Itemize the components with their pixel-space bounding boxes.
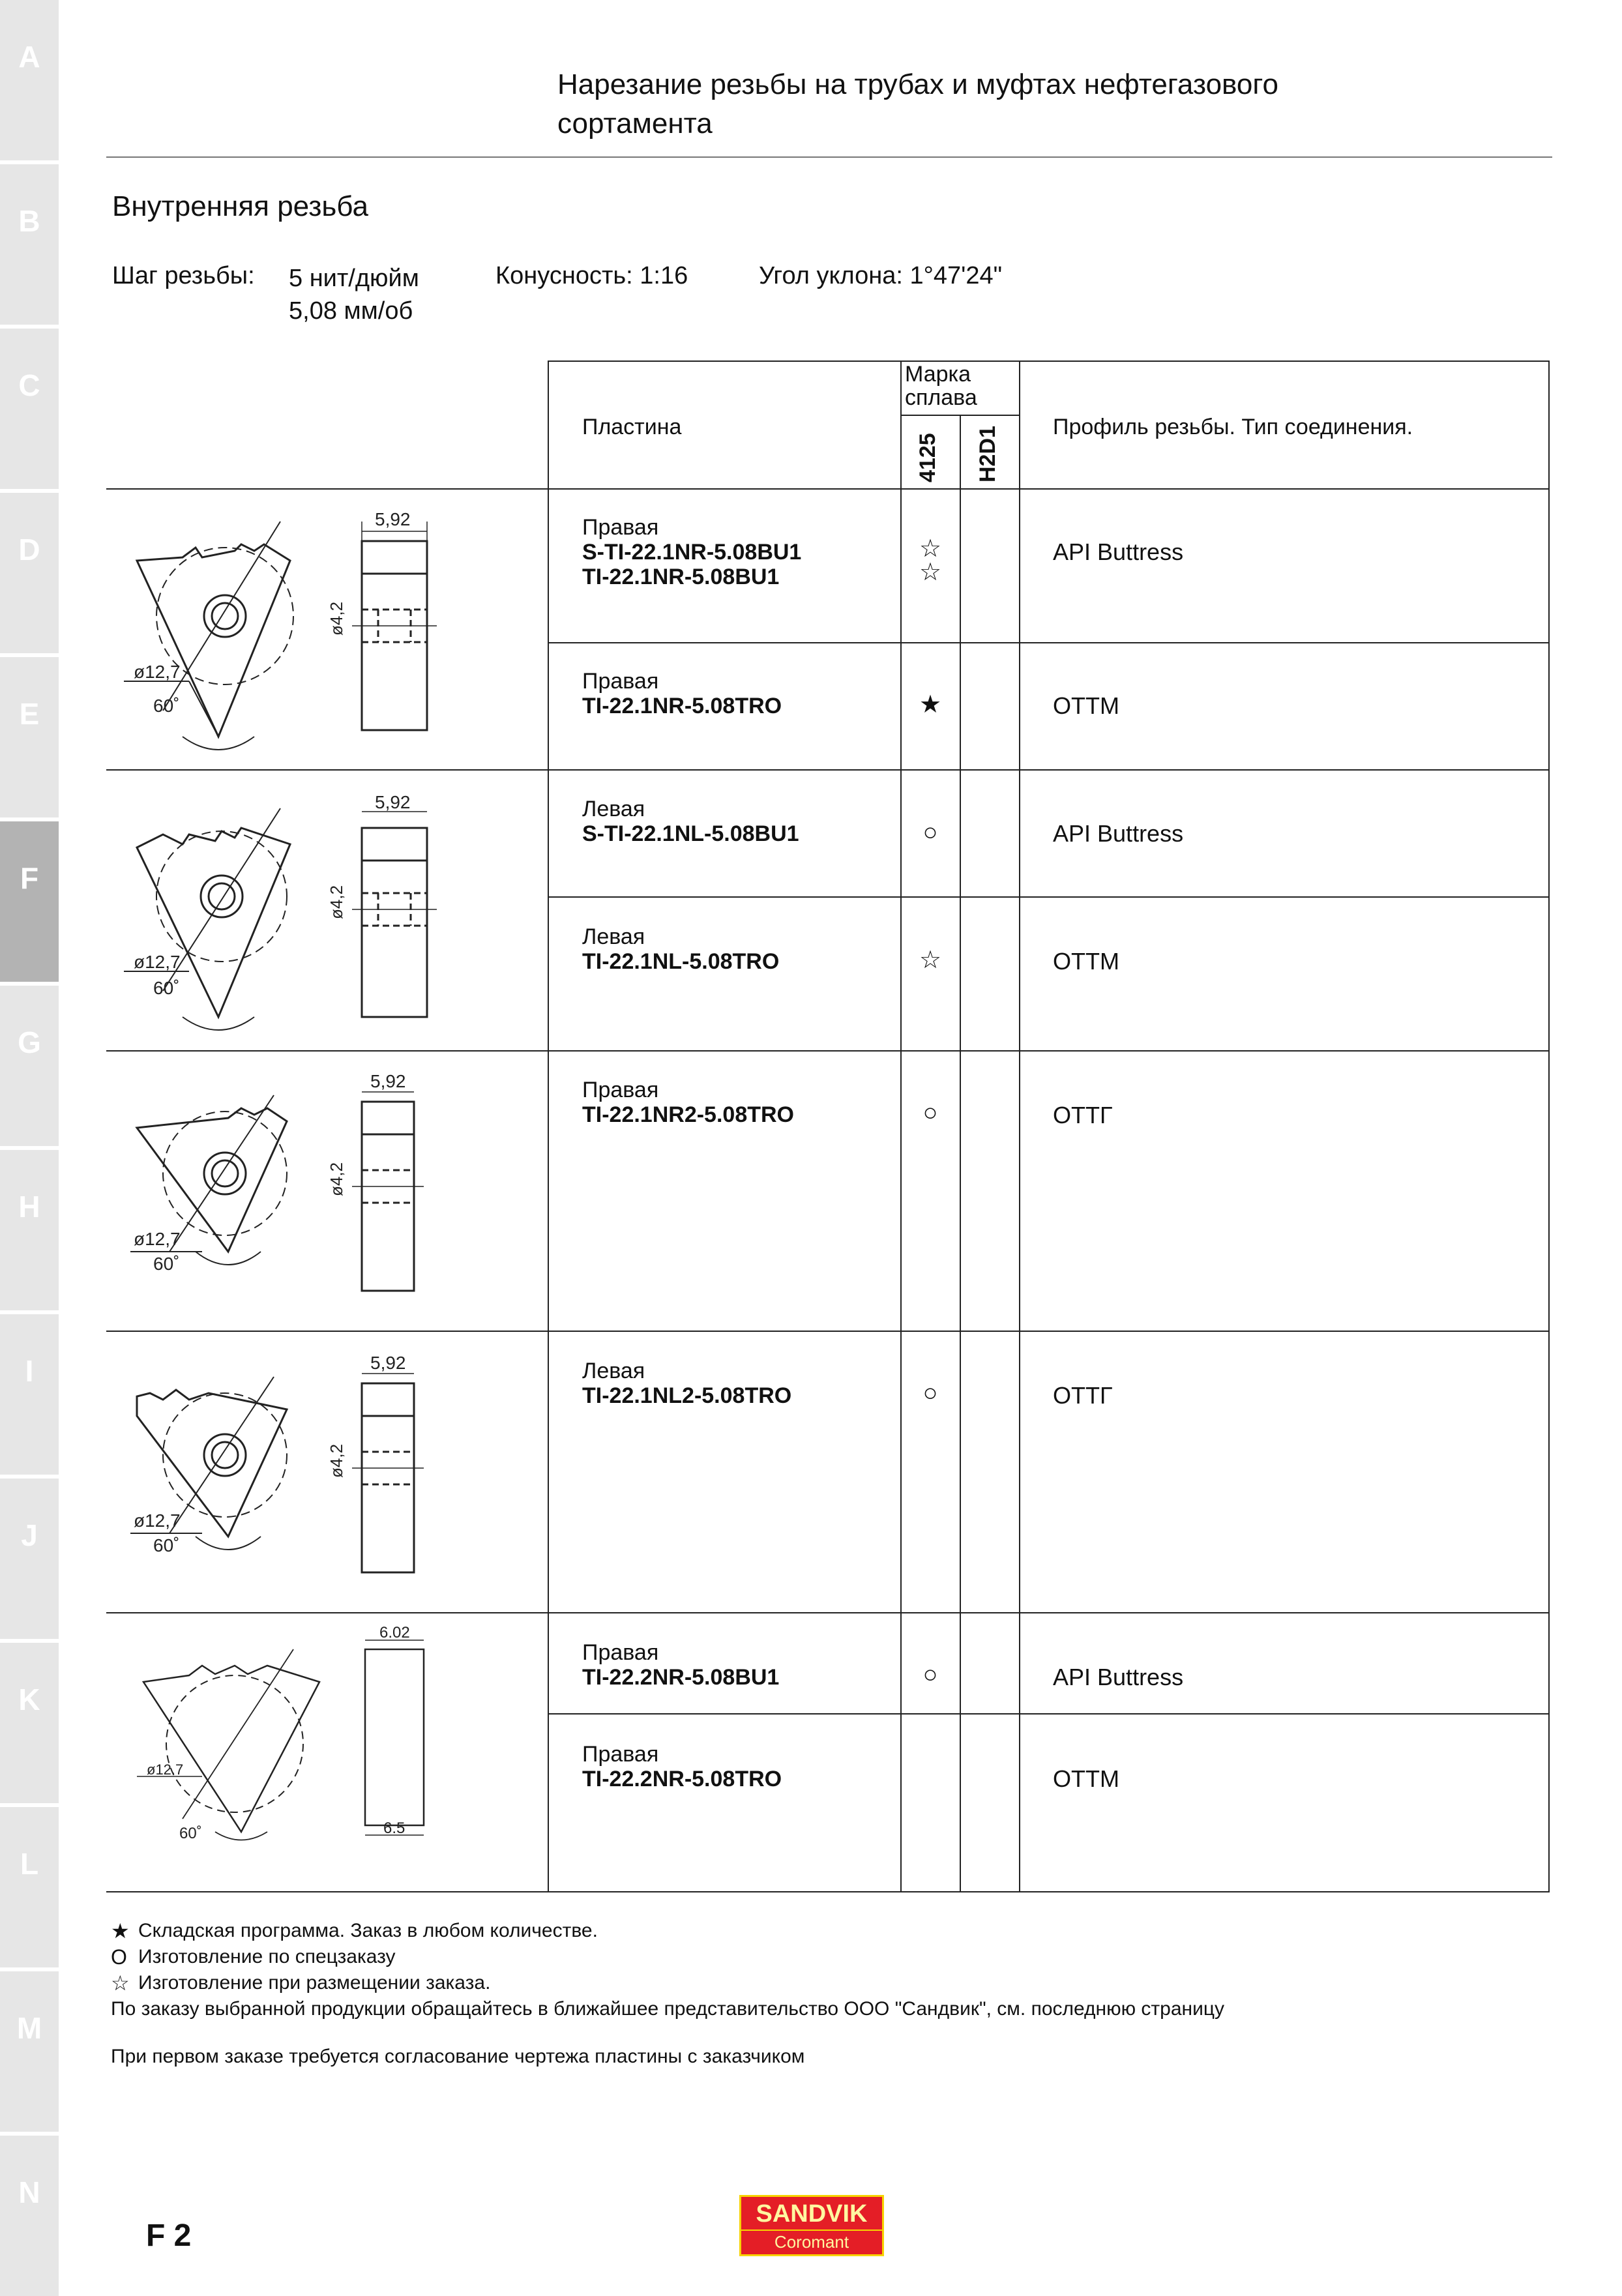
table-hline — [106, 769, 1550, 771]
side-tab-j[interactable]: J — [0, 1479, 59, 1639]
dim-hole-label: ø4,2 — [327, 601, 346, 636]
side-tab-h[interactable]: H — [0, 1150, 59, 1310]
grade-mark: ○ — [922, 1661, 938, 1688]
dim-dia-label: ø12,7 — [134, 1510, 181, 1531]
dim-dia-label: ø12,7 — [134, 952, 181, 972]
dim-width-label: 5,92 — [375, 509, 411, 529]
dim-dia-label: ø12,7 — [134, 662, 181, 682]
side-tab-l[interactable]: L — [0, 1807, 59, 1967]
table-vline — [1548, 361, 1550, 1892]
dim-angle-label: 60˚ — [153, 1535, 180, 1555]
grade-h2d1-header: H2D1 — [975, 426, 1000, 482]
star-filled-icon: ★ — [111, 1919, 130, 1943]
legend-row-stock: ★ Складская программа. Заказ в любом количестве. — [111, 1919, 598, 1943]
dim-width-label: 6.02 — [379, 1624, 410, 1641]
dim-hole-label: ø4,2 — [327, 1162, 346, 1196]
table-row: Левая TI-22.1NL2-5.08TRO — [582, 1359, 792, 1408]
grade-mark: ○ — [922, 1099, 938, 1126]
table-row: Правая TI-22.1NR2-5.08TRO — [582, 1078, 794, 1127]
table-vline — [1019, 361, 1020, 1892]
side-tab-g[interactable]: G — [0, 986, 59, 1146]
dim-angle-label: 60˚ — [153, 978, 180, 998]
legend — [111, 1918, 1224, 2022]
side-tab-k[interactable]: K — [0, 1643, 59, 1803]
table-hline — [106, 1612, 1550, 1613]
side-tabs — [0, 0, 59, 2295]
insert-drawing-3 — [124, 1063, 489, 1323]
circle-icon: O — [111, 1945, 127, 1969]
taper-spec: Конусность: 1:16 — [495, 262, 688, 289]
legend-row-on-order: ☆ Изготовление при размещении заказа. — [111, 1971, 491, 1995]
dim-dia-label: ø12,7 — [134, 1229, 181, 1249]
insert-drawing-5 — [124, 1623, 489, 1884]
dim-dia-label: ø12.7 — [147, 1761, 184, 1778]
table-hline — [548, 361, 1550, 362]
grade-mark: ★ — [919, 691, 942, 718]
legend-row-special: O Изготовление по спецзаказу — [111, 1945, 396, 1969]
table-hline — [106, 488, 1550, 490]
pitch-label: Шаг резьбы: — [112, 262, 255, 289]
dim-width-label: 5,92 — [375, 792, 411, 812]
table-vline — [960, 415, 961, 1892]
table-hline — [900, 415, 1020, 416]
side-tab-i[interactable]: I — [0, 1314, 59, 1475]
side-tab-n[interactable]: N — [0, 2136, 59, 2296]
header-divider — [106, 156, 1552, 158]
sandvik-logo: SANDVIK Coromant — [739, 2195, 884, 2256]
table-vline — [548, 361, 549, 1892]
grade-mark: ○ — [922, 1379, 938, 1407]
section-title: Внутренняя резьба — [112, 190, 368, 222]
insert-drawing-2 — [124, 782, 489, 1043]
legend-contact-note: По заказу выбранной продукции обращайтесь в ближайшее представительство ООО "Сандвик", см. последнюю страницу — [111, 1998, 1225, 2020]
dim-angle-label: 60˚ — [153, 696, 180, 716]
table-hline — [548, 896, 1550, 898]
thread-profile: ОТТГ — [1053, 1102, 1113, 1128]
thread-profile: API Buttress — [1053, 820, 1184, 847]
dim-hole-label: ø4,2 — [327, 1443, 346, 1478]
table-row: Правая TI-22.1NR-5.08TRO — [582, 669, 782, 718]
table-row: Левая TI-22.1NL-5.08TRO — [582, 924, 780, 974]
dim-angle-label: 60˚ — [153, 1254, 180, 1274]
side-tab-m[interactable]: M — [0, 1971, 59, 2132]
thread-profile: API Buttress — [1053, 538, 1184, 565]
thread-profile: ОТТМ — [1053, 948, 1119, 975]
thread-profile: ОТТМ — [1053, 1765, 1119, 1792]
insert-drawing-4 — [124, 1344, 489, 1605]
grade-mark: ☆ ☆ — [919, 535, 942, 586]
side-tab-b[interactable]: B — [0, 164, 59, 325]
first-order-note: При первом заказе требуется согласование чертежа пластины с заказчиком — [111, 2046, 805, 2067]
thread-profile: ОТТГ — [1053, 1382, 1113, 1409]
side-tab-c[interactable]: C — [0, 329, 59, 489]
side-tab-a[interactable]: A — [0, 0, 59, 160]
dim-angle-label: 60˚ — [179, 1825, 202, 1842]
thread-profile: ОТТМ — [1053, 692, 1119, 719]
table-hline — [106, 1050, 1550, 1052]
table-hline — [548, 1713, 1550, 1715]
dim-width-label: 5,92 — [370, 1353, 406, 1373]
pitch-values: 5 нит/дюйм 5,08 мм/об — [289, 265, 419, 325]
table-row: Правая S-TI-22.1NR-5.08BU1 TI-22.1NR-5.08BU1 — [582, 515, 802, 589]
grade-4125-header: 4125 — [915, 433, 940, 482]
side-tab-e[interactable]: E — [0, 657, 59, 817]
table-hline — [548, 642, 1550, 643]
page-number: F 2 — [146, 2218, 192, 2253]
grade-mark: ○ — [922, 819, 938, 846]
dim-hole-label: ø4,2 — [327, 885, 346, 919]
grade-mark: ☆ — [919, 947, 942, 974]
page-title: Нарезание резьбы на трубах и муфтах нефтегазового сортамента — [557, 68, 1278, 140]
star-open-icon: ☆ — [111, 1971, 130, 1995]
thread-profile: API Buttress — [1053, 1664, 1184, 1690]
side-tab-f[interactable]: F — [0, 821, 59, 982]
insert-drawing-1 — [124, 502, 489, 763]
col-header-profile: Профиль резьбы. Тип соединения. — [1053, 415, 1413, 439]
table-row: Левая S-TI-22.1NL-5.08BU1 — [582, 797, 799, 846]
col-header-grade: Марка сплава — [905, 362, 977, 410]
side-tab-d[interactable]: D — [0, 493, 59, 653]
dim-width-label: 5,92 — [370, 1071, 406, 1091]
col-header-insert: Пластина — [582, 415, 682, 439]
angle-spec: Угол уклона: 1°47'24" — [759, 262, 1003, 289]
table-hline — [106, 1331, 1550, 1332]
table-row: Правая TI-22.2NR-5.08BU1 — [582, 1640, 780, 1690]
table-row: Правая TI-22.2NR-5.08TRO — [582, 1742, 782, 1791]
dim-thickness-label: 6.5 — [383, 1819, 406, 1837]
table-hline — [106, 1891, 1550, 1892]
